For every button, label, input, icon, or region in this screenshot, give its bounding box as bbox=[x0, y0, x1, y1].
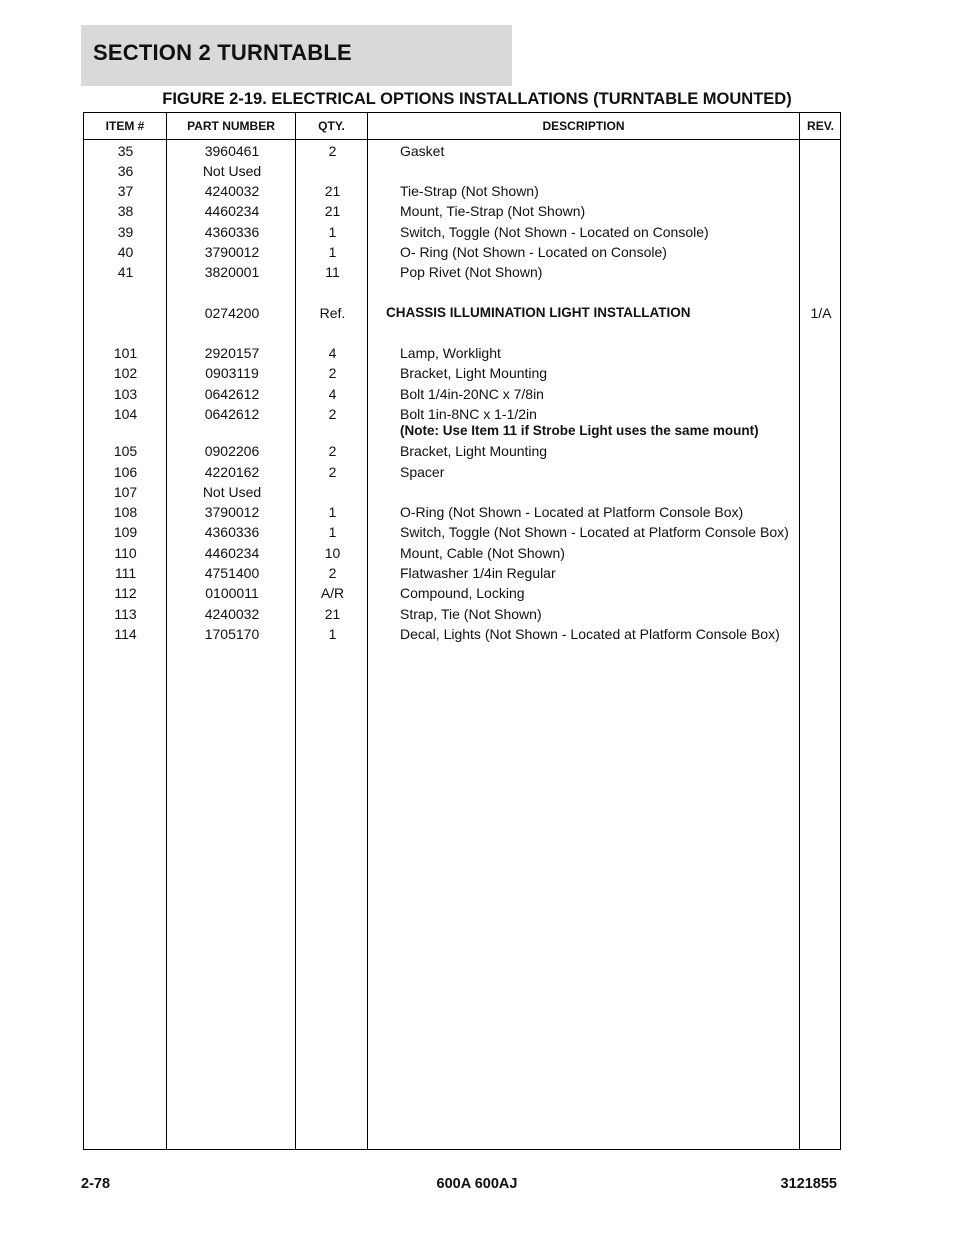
cell-part-number: 2920157 bbox=[204, 345, 260, 361]
cell-qty: 2 bbox=[328, 143, 337, 159]
cell-qty: A/R bbox=[320, 585, 345, 601]
table-row bbox=[84, 584, 840, 604]
cell-item: 40 bbox=[117, 244, 134, 260]
table-row bbox=[84, 523, 840, 543]
table-row bbox=[84, 483, 840, 503]
cell-part-number: 4751400 bbox=[204, 565, 260, 581]
table-row bbox=[84, 405, 840, 438]
cell-description: Flatwasher 1/4in Regular bbox=[400, 565, 556, 581]
cell-description: CHASSIS ILLUMINATION LIGHT INSTALLATION bbox=[386, 305, 691, 320]
cell-item: 112 bbox=[114, 585, 137, 601]
cell-qty: 2 bbox=[328, 443, 337, 459]
cell-qty: Ref. bbox=[319, 305, 346, 321]
cell-part-number: 4360336 bbox=[204, 524, 260, 540]
cell-item: 104 bbox=[113, 406, 138, 422]
cell-item: 114 bbox=[114, 626, 137, 642]
cell-description: Mount, Cable (Not Shown) bbox=[400, 545, 565, 561]
cell-description: Bracket, Light Mounting bbox=[400, 365, 548, 381]
cell-part-number: 4240032 bbox=[204, 606, 260, 622]
cell-qty: 21 bbox=[324, 203, 341, 219]
table-row bbox=[84, 544, 840, 564]
cell-qty: 1 bbox=[328, 224, 337, 240]
table-row bbox=[84, 202, 840, 222]
cell-part-number: 4240032 bbox=[204, 183, 260, 199]
table-row bbox=[84, 182, 840, 202]
cell-part-number: 4220162 bbox=[204, 464, 260, 480]
cell-description: Bracket, Light Mounting bbox=[400, 443, 548, 459]
cell-item: 107 bbox=[113, 484, 138, 500]
cell-qty: 2 bbox=[328, 406, 337, 422]
header-rev: REV. bbox=[807, 119, 834, 133]
table-row bbox=[84, 442, 840, 462]
cell-part-number: 3820001 bbox=[204, 264, 260, 280]
table-row bbox=[84, 564, 840, 584]
cell-description: Switch, Toggle (Not Shown - Located on Console) bbox=[400, 224, 709, 240]
cell-description: Mount, Tie-Strap (Not Shown) bbox=[400, 203, 586, 219]
cell-part-number: 0100011 bbox=[205, 585, 259, 601]
cell-rev: 1/A bbox=[810, 305, 832, 321]
model-name: 600A 600AJ bbox=[436, 1176, 518, 1192]
section-title: SECTION 2 TURNTABLE bbox=[93, 40, 352, 65]
cell-description: O- Ring (Not Shown - Located on Console) bbox=[400, 244, 667, 260]
cell-item: 36 bbox=[117, 163, 134, 179]
cell-item: 110 bbox=[114, 545, 137, 561]
table-row bbox=[84, 344, 840, 364]
table-row bbox=[84, 142, 840, 162]
cell-qty: 11 bbox=[325, 264, 340, 280]
cell-description: Gasket bbox=[400, 143, 445, 159]
header-divider bbox=[84, 139, 840, 140]
cell-qty: 1 bbox=[328, 244, 337, 260]
cell-item: 35 bbox=[117, 143, 134, 159]
cell-qty: 2 bbox=[328, 565, 337, 581]
cell-item: 106 bbox=[113, 464, 138, 480]
cell-description: O-Ring (Not Shown - Located at Platform Console Box) bbox=[400, 504, 744, 520]
cell-item: 111 bbox=[114, 565, 137, 581]
table-row bbox=[84, 385, 840, 405]
cell-item: 39 bbox=[117, 224, 134, 240]
cell-description: Strap, Tie (Not Shown) bbox=[400, 606, 542, 622]
cell-part-number: 3960461 bbox=[204, 143, 260, 159]
cell-qty: 4 bbox=[328, 386, 337, 402]
cell-part-number: 0902206 bbox=[204, 443, 260, 459]
cell-qty: 1 bbox=[328, 524, 337, 540]
cell-description: Compound, Locking bbox=[400, 585, 525, 601]
header-description: DESCRIPTION bbox=[542, 119, 625, 133]
cell-qty: 4 bbox=[328, 345, 337, 361]
cell-note: (Note: Use Item 11 if Strobe Light uses the same mount) bbox=[400, 423, 759, 438]
cell-item: 38 bbox=[117, 203, 134, 219]
header-qty: QTY. bbox=[318, 119, 345, 133]
cell-qty: 1 bbox=[328, 626, 337, 642]
figure-title: FIGURE 2-19. ELECTRICAL OPTIONS INSTALLATIONS (TURNTABLE MOUNTED) bbox=[162, 90, 792, 108]
cell-part-number: Not Used bbox=[202, 163, 262, 179]
table-row bbox=[84, 263, 840, 283]
cell-description: Switch, Toggle (Not Shown - Located at Platform Console Box) bbox=[400, 524, 789, 540]
cell-item: 101 bbox=[113, 345, 138, 361]
cell-description: Lamp, Worklight bbox=[400, 345, 501, 361]
cell-item: 109 bbox=[113, 524, 138, 540]
cell-description: Tie-Strap (Not Shown) bbox=[400, 183, 539, 199]
header-item: ITEM # bbox=[105, 119, 145, 133]
table-row bbox=[84, 503, 840, 523]
cell-part-number: 0903119 bbox=[205, 365, 259, 381]
cell-item: 105 bbox=[113, 443, 138, 459]
cell-part-number: 0274200 bbox=[204, 305, 260, 321]
cell-item: 102 bbox=[113, 365, 138, 381]
cell-description: Pop Rivet (Not Shown) bbox=[400, 264, 543, 280]
cell-item: 41 bbox=[117, 264, 134, 280]
document-number: 3121855 bbox=[780, 1176, 837, 1192]
cell-qty: 21 bbox=[324, 183, 341, 199]
cell-item: 103 bbox=[113, 386, 138, 402]
cell-part-number: 4360336 bbox=[204, 224, 260, 240]
cell-part-number: Not Used bbox=[202, 484, 262, 500]
cell-description: Bolt 1in-8NC x 1-1/2in bbox=[400, 406, 537, 422]
cell-description: Decal, Lights (Not Shown - Located at Platform Console Box) bbox=[400, 626, 780, 642]
cell-qty: 21 bbox=[324, 606, 341, 622]
cell-part-number: 0642612 bbox=[204, 406, 260, 422]
parts-table bbox=[83, 112, 841, 1150]
cell-part-number: 4460234 bbox=[204, 203, 260, 219]
cell-qty: 2 bbox=[328, 365, 337, 381]
table-row bbox=[84, 625, 840, 645]
cell-qty: 1 bbox=[328, 504, 337, 520]
cell-item: 37 bbox=[117, 183, 134, 199]
cell-part-number: 4460234 bbox=[204, 545, 260, 561]
cell-item: 108 bbox=[113, 504, 138, 520]
table-row bbox=[84, 463, 840, 483]
header-part-number: PART NUMBER bbox=[187, 119, 275, 133]
table-row bbox=[84, 223, 840, 243]
cell-part-number: 0642612 bbox=[204, 386, 260, 402]
section-banner bbox=[81, 25, 512, 86]
cell-part-number: 3790012 bbox=[204, 244, 260, 260]
table-row bbox=[84, 243, 840, 263]
cell-item: 113 bbox=[114, 606, 137, 622]
cell-description: Bolt 1/4in-20NC x 7/8in bbox=[400, 386, 544, 402]
table-row bbox=[84, 162, 840, 182]
cell-part-number: 1705170 bbox=[204, 626, 260, 642]
cell-qty: 10 bbox=[324, 545, 341, 561]
page-number: 2-78 bbox=[81, 1176, 111, 1192]
cell-description: Spacer bbox=[400, 464, 445, 480]
cell-qty: 2 bbox=[328, 464, 337, 480]
table-row bbox=[84, 605, 840, 625]
cell-part-number: 3790012 bbox=[204, 504, 260, 520]
table-row bbox=[84, 304, 840, 324]
table-row bbox=[84, 364, 840, 384]
